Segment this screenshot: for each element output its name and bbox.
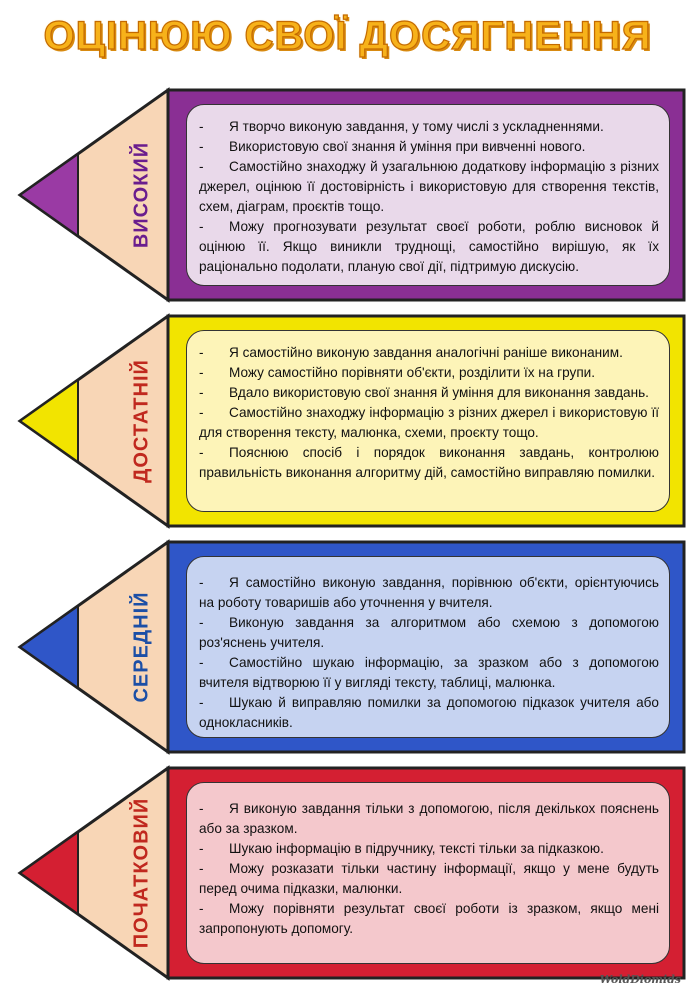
level-label: СЕРЕДНІЙ [130, 591, 153, 703]
level-average [0, 536, 695, 758]
level-label: ДОСТАТНІЙ [130, 359, 153, 483]
description-card [186, 330, 670, 512]
pencil-lead [20, 380, 78, 462]
list-item: - Шукаю інформацію в підручнику, тексті тільки за підказкою. [199, 841, 604, 856]
pencil-lead [20, 832, 78, 914]
pencil-lead [20, 606, 78, 688]
level-label: ВИСОКИЙ [130, 141, 153, 249]
list-item: - Пояснюю спосіб і порядок виконання завдань, контролюю правильність виконання алгоритму дій, самостійно виправляю помилки. [199, 445, 659, 480]
description-card [186, 556, 670, 738]
list-item: - Самостійно знаходжу й узагальнюю додаткову інформацію з різних джерел, оцінюю її достовірність і використовую для створення текстів, схем, діаграм, проєктів тощо. [199, 159, 659, 214]
page-title: ОЦІНЮЮ СВОЇ ДОСЯГНЕННЯ [43, 14, 652, 58]
list-item: - Самостійно знаходжу інформацію з різних джерел і використовую її для створення тексту, малюнка, схеми, проєкту тощо. [199, 405, 659, 440]
list-item: - Можу порівняти результат своєї роботи із зразком, якщо мені запропонують допомогу. [199, 901, 659, 936]
level-initial [0, 762, 695, 984]
description-card [186, 104, 670, 286]
list-item: - Можу розказати тільки частину інформації, якщо у мене будуть перед очима підказки, малюнки. [199, 861, 659, 896]
list-item: - Я виконую завдання тільки з допомогою, після декількох пояснень або за зразком. [199, 801, 659, 836]
list-item: - Самостійно шукаю інформацію, за зразком або з допомогою вчителя відтворюю її у вигляді тексту, таблиці, малюнка. [199, 655, 659, 690]
pencil-lead [20, 154, 78, 236]
list-item: - Використовую свої знання й уміння при вивченні нового. [199, 139, 586, 154]
list-item: - Я самостійно виконую завдання аналогічні раніше виконаним. [199, 345, 623, 360]
list-item: - Вдало використовую свої знання й уміння для виконання завдань. [199, 385, 649, 400]
list-item: - Я творчо виконую завдання, у тому числі з ускладненнями. [199, 119, 604, 134]
level-label: ПОЧАТКОВИЙ [130, 797, 153, 949]
list-item: - Можу прогнозувати результат своєї роботи, роблю висновок й оцінюю її. Якщо виникли труднощі, самостійно вирішую, як їх раціонально подолати, планую свої дії, підтримую дискусію. [199, 219, 659, 274]
list-item: - Виконую завдання за алгоритмом або схемою з допомогою роз'яснень учителя. [199, 615, 659, 650]
list-item: - Шукаю й виправляю помилки за допомогою підказок учителя або однокласників. [199, 695, 659, 730]
author-signature: WoldDiomids [599, 973, 681, 986]
list-item: - Можу самостійно порівняти об'єкти, розділити їх на групи. [199, 365, 596, 380]
description-card [186, 782, 670, 964]
level-high [0, 84, 695, 306]
level-sufficient [0, 310, 695, 532]
list-item: - Я самостійно виконую завдання, порівнюю об'єкти, орієнтуючись на роботу товаришів або уточнення у вчителя. [199, 575, 659, 610]
